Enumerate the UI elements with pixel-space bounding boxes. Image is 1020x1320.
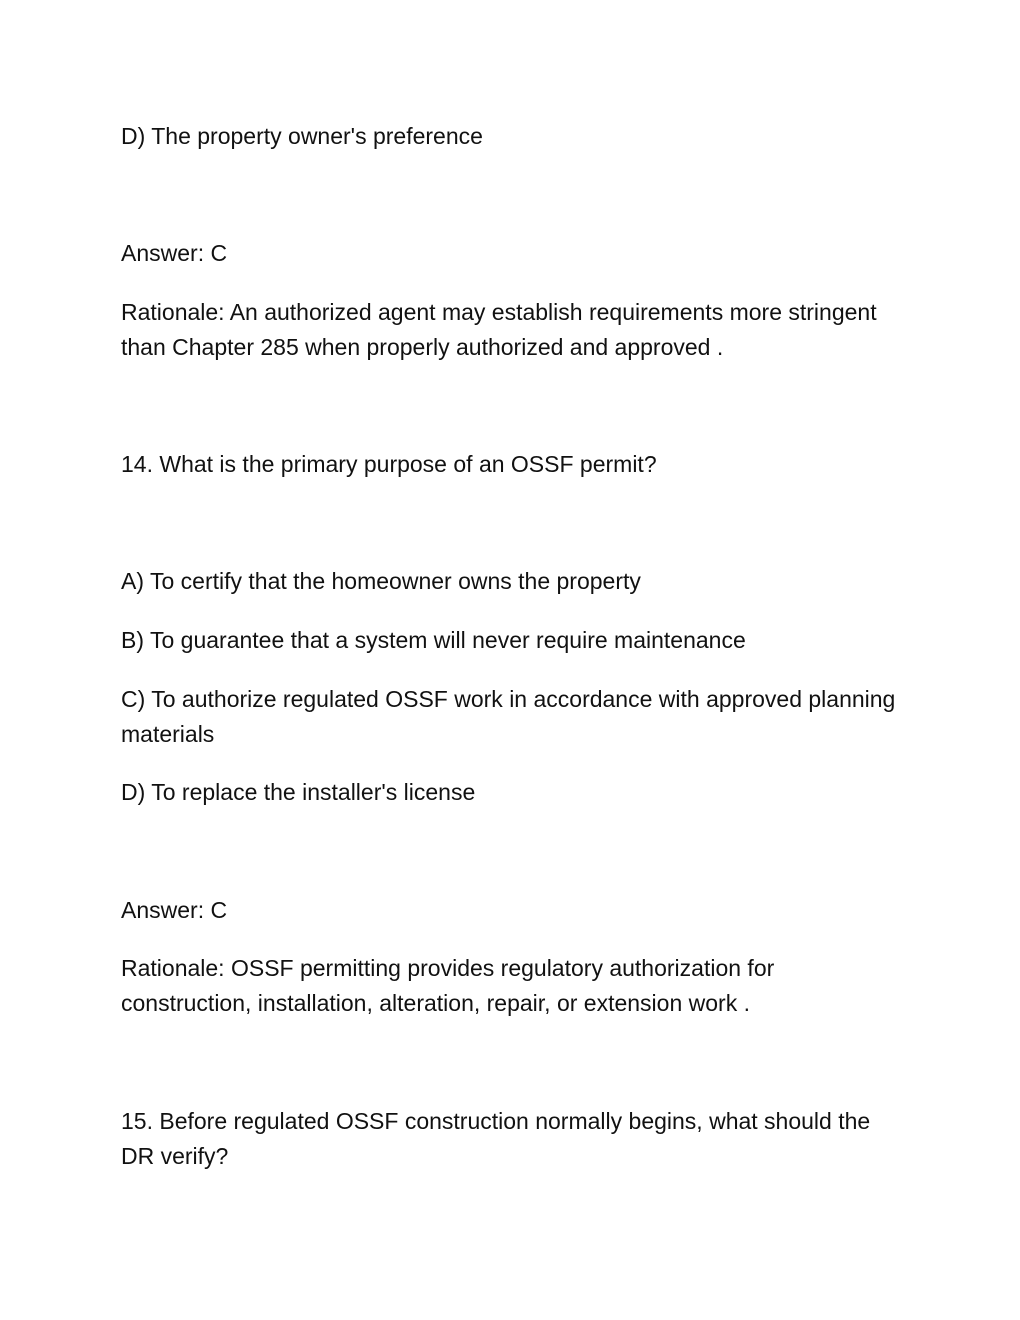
q14-option-d: D) To replace the installer's license <box>121 779 476 805</box>
q14-option-c: C) To authorize regulated OSSF work in accordance with approved planning materials <box>121 686 896 747</box>
previous-option-d: D) The property owner's preference <box>121 123 483 149</box>
q15-question: 15. Before regulated OSSF construction normally begins, what should the DR verify? <box>121 1108 871 1169</box>
q14-option-b: B) To guarantee that a system will never require maintenance <box>121 627 746 653</box>
q14-answer: Answer: C <box>121 897 228 923</box>
q13-rationale: Rationale: An authorized agent may establish requirements more stringent than Chapter 285 when properly authorized and approved . <box>121 299 877 360</box>
q14-rationale: Rationale: OSSF permitting provides regulatory authorization for construction, installation, alteration, repair, or extension work . <box>121 955 775 1016</box>
q14-option-a: A) To certify that the homeowner owns the property <box>121 568 641 594</box>
q14-question: 14. What is the primary purpose of an OSSF permit? <box>121 451 657 477</box>
q13-answer: Answer: C <box>121 240 228 266</box>
